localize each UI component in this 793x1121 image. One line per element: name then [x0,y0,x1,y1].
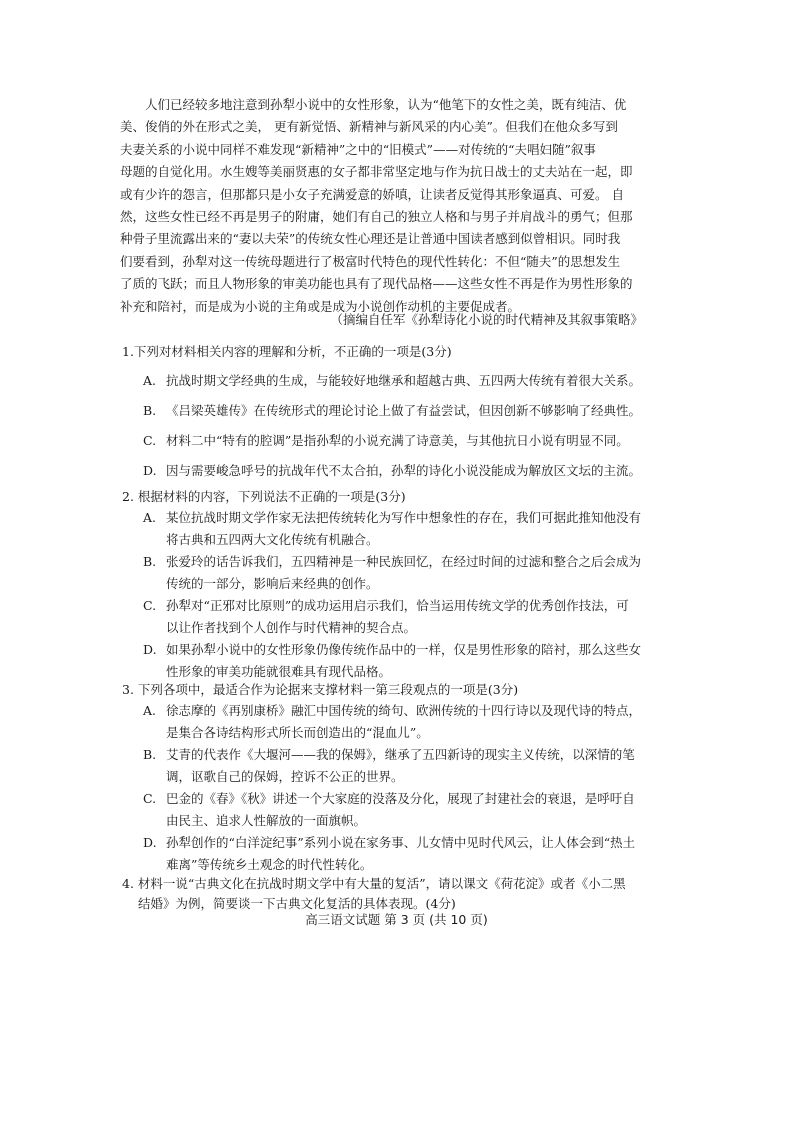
option-a[interactable] [122,507,682,551]
option-text: 张爱玲的话告诉我们，五四精神是一种民族回忆，在经过时间的过滤和整合之后会成为 [166,554,642,569]
option-label: C. [143,433,157,448]
option-label: C. [143,791,157,806]
option-label: A. [143,373,157,388]
question-stem: 1.下列对材料相关内容的理解和分析，不正确的一项是(3分) [122,344,452,359]
option-b[interactable] [122,744,682,788]
option-d[interactable] [122,639,682,683]
passage-source: （摘编自任军《孙犁诗化小说的时代精神及其叙事策略》 [330,312,643,327]
passage-line: 夫妻关系的小说中同样不难发现“新精神”之中的“旧模式”——对传统的“夫唱妇随”叙事 [120,141,596,157]
option-b[interactable] [122,551,682,595]
option-label: A. [143,703,157,718]
option-text: 徐志摩的《再别康桥》融汇中国传统的绮句、欧洲传统的十四行诗以及现代诗的特点， [166,703,642,718]
option-a[interactable] [122,370,682,392]
option-text: 性形象的审美功能就很难具有现代品格。 [166,664,392,679]
option-text: 抗战时期文学经典的生成，与能较好地继承和超越古典、五四两大传统有着很大关系。 [166,373,642,388]
option-d[interactable] [122,832,682,876]
option-text: 难离”等传统乡土观念的时代性转化。 [166,857,373,872]
option-label: A. [143,510,157,525]
option-label: C. [143,598,157,613]
option-text: 以让作者找到个人创作与时代精神的契合点。 [166,620,417,635]
question-3 [122,680,682,876]
passage-paragraph [120,94,658,318]
option-a[interactable] [122,700,682,744]
option-text: 某位抗战时期文学作家无法把传统转化为写作中想象性的存在，我们可据此推知他没有 [166,510,642,525]
option-c[interactable] [122,430,682,452]
question-stem: 4. 材料一说“古典文化在抗战时期文学中有大量的复活”，请以课文《荷花淀》或者《小二黑 [122,876,626,891]
passage-line: 们要看到，孙犁对这一传统母题进行了极富时代特色的现代性转化：不但“随夫”的思想发生 [120,253,621,269]
option-label: D. [143,463,157,478]
option-text: 是集合各诗结构形式所长而创造出的“混血儿”。 [166,725,429,740]
passage-line: 了质的飞跃；而且人物形象的审美功能也具有了现代品格——这些女性不再是作为男性形象的 [120,276,633,292]
passage-line: 种骨子里流露出来的“妻以夫荣”的传统女性心理还是让普通中国读者感到似曾相识。同时我 [120,231,621,247]
passage-line: 母题的自觉化用。水生嫂等美丽贤惠的女子都非常坚定地与作为抗日战士的丈夫站在一起，即 [120,164,633,180]
option-d[interactable] [122,460,682,482]
question-2 [122,487,682,683]
option-c[interactable] [122,595,682,639]
option-text: 巴金的《春》《秋》讲述一个大家庭的没落及分化，展现了封建社会的衰退，是呼吁自 [166,791,635,806]
option-c[interactable] [122,788,682,832]
option-text: 调，讴歌自己的保姆，控诉不公正的世界。 [166,769,404,784]
option-text: 材料二中“特有的腔调”是指孙犁的小说充满了诗意美，与其他抗日小说有明显不同。 [166,433,629,448]
option-text: 孙犁创作的“白洋淀纪事”系列小说在家务事、儿女情中见时代风云，让人体会到“热土 [166,835,636,850]
option-label: D. [143,835,157,850]
option-text: 《吕梁英雄传》在传统形式的理论讨论上做了有益尝试，但因创新不够影响了经典性。 [166,403,642,418]
option-text: 将古典和五四两大文化传统有机融合。 [166,532,379,547]
question-stem-cont: 结婚》为例，简要谈一下古典文化复活的具体表现。(4分) [138,896,456,911]
option-label: D. [143,642,157,657]
question-stem: 2. 根据材料的内容，下列说法不正确的一项是(3分) [122,489,406,504]
passage-line: 补充和陪衬，而是成为小说的主角或是成为小说创作动机的主要促成者。 [120,298,521,314]
option-text: 由民主、追求人性解放的一面旗帜。 [166,813,367,828]
option-text: 孙犁对“正邪对比原则”的成功运用启示我们，恰当运用传统文学的优秀创作技法，可 [166,598,629,613]
option-b[interactable] [122,400,682,422]
question-1 [122,342,682,482]
option-text: 因与需要峻急呼号的抗战年代不太合拍，孙犁的诗化小说没能成为解放区文坛的主流。 [166,463,642,478]
option-label: B. [143,403,157,418]
question-stem: 3. 下列各项中，最适合作为论据来支撑材料一第三段观点的一项是(3分) [122,682,519,697]
passage-line: 或有少许的怨言，但那都只是小女子充满爱意的娇嗔，让读者反觉得其形象逼真、可爱。 自 [120,186,624,202]
option-label: B. [143,554,157,569]
option-label: B. [143,747,157,762]
page-footer: 高三语文试题 第 3 页 (共 10 页) [305,912,488,927]
passage-line: 美、俊俏的外在形式之美， 更有新觉悟、新精神与新风采的内心美”。但我们在他众多写到 [120,119,618,135]
option-text: 如果孙犁小说中的女性形象仍像传统作品中的一样，仅是男性形象的陪衬，那么这些女 [166,642,642,657]
option-text: 传统的一部分，影响后来经典的创作。 [166,576,379,591]
option-text: 艾青的代表作《大堰河——我的保姆》，继承了五四新诗的现实主义传统，以深情的笔 [166,747,635,762]
question-4 [122,874,682,914]
passage-line: 人们已经较多地注意到孙犁小说中的女性形象，认为“他笔下的女性之美，既有纯洁、优 [145,97,627,112]
passage-line: 然，这些女性已经不再是男子的附庸，她们有自己的独立人格和与男子并肩战斗的勇气；但那 [120,209,633,225]
